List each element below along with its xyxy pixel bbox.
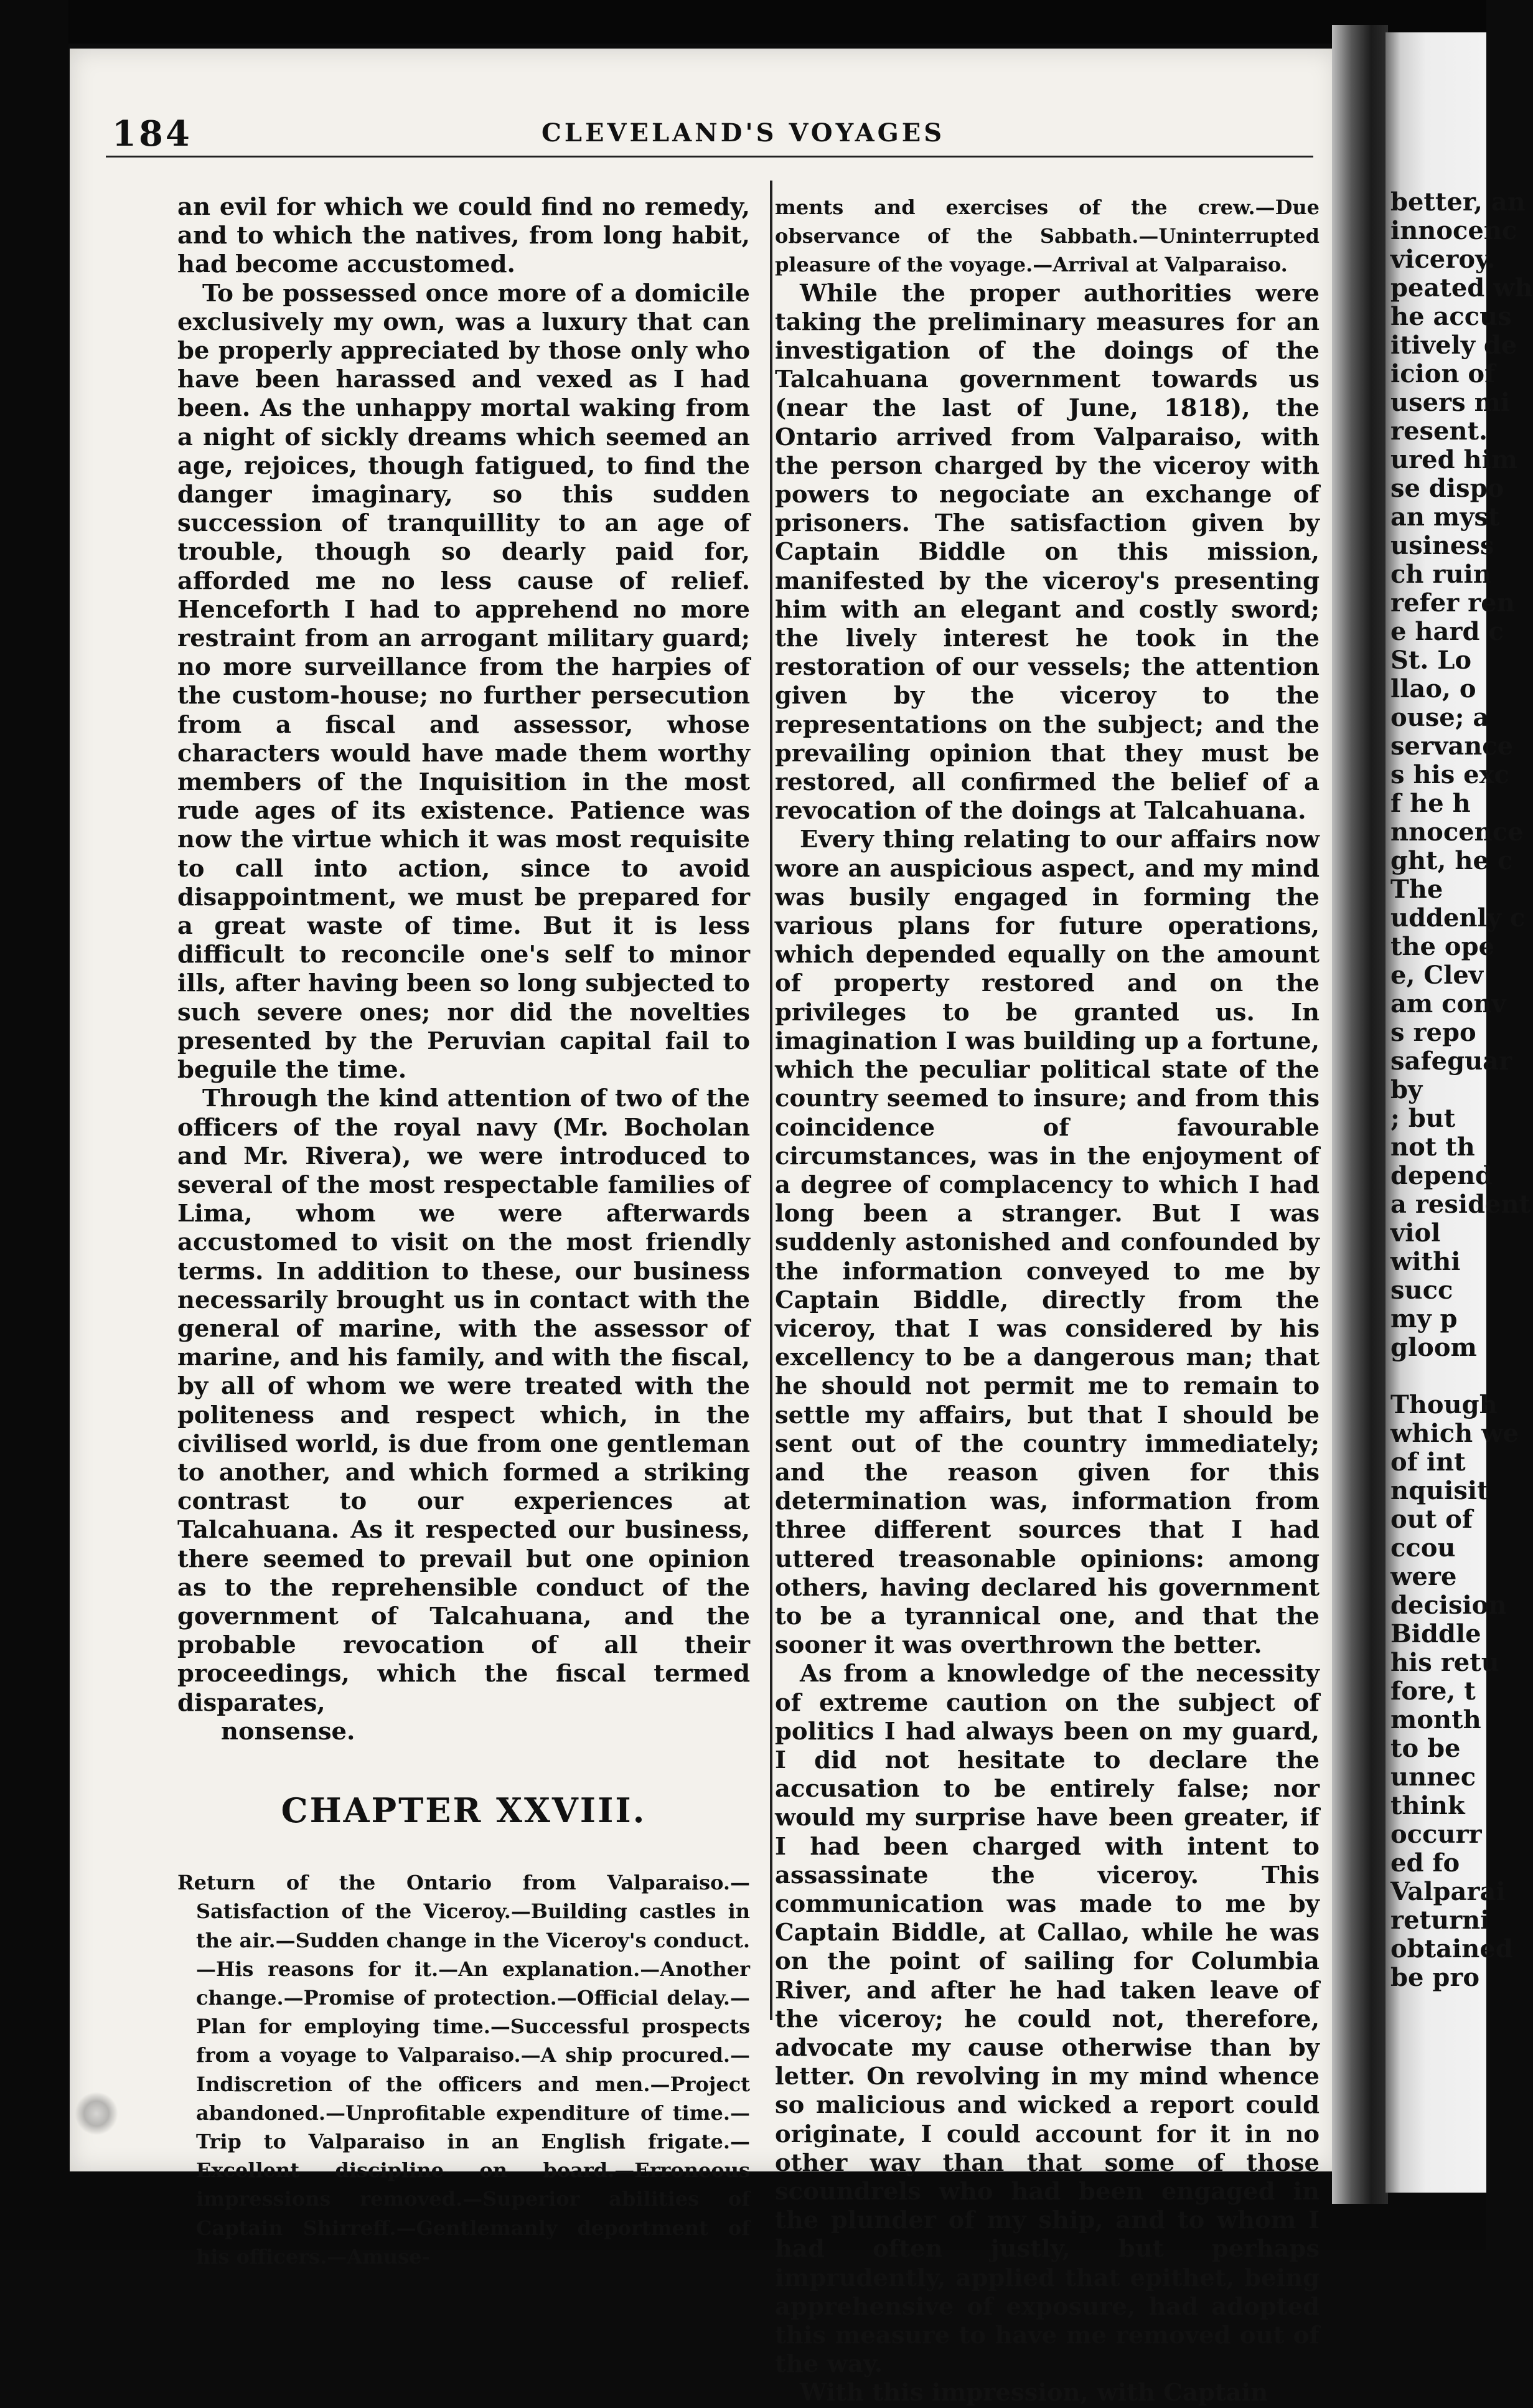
paragraph: With this impression, with Captain <box>800 2379 1268 2407</box>
facing-page-line: innocenc <box>1390 216 1517 245</box>
facing-page-line: think <box>1390 1791 1465 1820</box>
facing-page-line: ght, he c <box>1390 846 1513 875</box>
facing-page-line: not th <box>1390 1132 1475 1162</box>
paragraph: Through the kind attention of two of the officers of the royal navy (Mr. Bocholan and Mr. Rivera), we were introduced to several of the most respectable families of Lima, whom we were afterwards accustomed to visit on the most friendly terms. In addition to these, our business necessarily brought us in contact with the general of marine, with the assessor of marine, and his family, and with the fiscal, by all of whom we were treated with the politeness and respect which, in the civilised world, is due from one gentleman to another, and which formed a striking contrast to our experiences at Talcahuana. As it respected our business, there seemed to prevail but one opinion as to the reprehensible conduct of the government of Talcahuana, and the probable revocation of all their proceedings, which the fiscal termed disparates, <box>177 1084 750 1717</box>
facing-page-line: decision <box>1390 1591 1507 1620</box>
facing-page-line: Valparai <box>1390 1877 1506 1906</box>
facing-page-line: an myst <box>1390 502 1500 532</box>
left-column <box>177 193 750 2271</box>
facing-page-line: withi <box>1390 1247 1461 1276</box>
book-spine-shadow <box>1332 25 1388 2204</box>
facing-page-line: obtained <box>1390 1934 1513 1964</box>
facing-page-line: ccou <box>1390 1533 1456 1563</box>
facing-page-line: viol <box>1390 1218 1441 1248</box>
facing-page-line: he accus <box>1390 302 1512 331</box>
facing-page-line: The <box>1390 875 1443 904</box>
facing-page-line: ; but <box>1390 1104 1456 1133</box>
scan-border-top <box>0 0 1486 44</box>
facing-page-line: servance <box>1390 731 1514 761</box>
facing-page-line: gloom <box>1390 1333 1477 1362</box>
paragraph: As from a knowledge of the necessity of extreme caution on the subject of politics I had always been on my guard, I did not hesitate to declare the accusation to be entirely false; nor would my surprise have been greater, if I had been charged with intent to assassinate the viceroy. This communication was made to me by Captain Biddle, at Callao, while he was on the point of sailing for Columbia River, and after he had taken leave of the viceroy; he could not, therefore, advocate my cause otherwise than by letter. On revolving in my mind whence so malicious and wicked a report could originate, I could account for it in no other way than that some of those scoundrels who had been engaged in the plunder of my ship, and to whom I had often justly, but perhaps imprudently, applied that epithet, being apprehensive of exposure, had adopted this measure to have me removed out of the way. <box>775 1660 1320 2379</box>
facing-page-line: uddenly c <box>1390 903 1526 933</box>
facing-page-line: itively de <box>1390 331 1517 360</box>
facing-page-line: viceroy. <box>1390 245 1496 274</box>
paragraph: Every thing relating to our affairs now wore an auspicious aspect, and my mind was busily engaged in forming the various plans for future operations, which depended equally on the amount of property restored and on the privileges to be granted us. In imagination I was building up a fortune, which the peculiar political state of the country seemed to insure; and from this coincidence of favourable circumstances, was in the enjoyment of a degree of complacency to which I had long been a stranger. But I was suddenly astonished and confounded by the information conveyed to me by Captain Biddle, directly from the viceroy, that I was considered by his excellency to be a dangerous man; that he should not permit me to remain to settle my affairs, but that I should be sent out of the country immediately; and the reason given for this determination was, information from three different sources that I had uttered treasonable opinions: among others, having declared his government to be a tyrannical one, and that the sooner it was overthrown the better. <box>775 825 1320 1660</box>
facing-page-lines <box>1385 187 1533 1992</box>
facing-page-line: am conv <box>1390 989 1506 1018</box>
facing-page-line: by <box>1390 1075 1423 1104</box>
facing-page-line: resent. <box>1390 416 1488 446</box>
facing-page-line: ch ruin <box>1390 560 1491 589</box>
facing-page-line: f he h <box>1390 789 1471 818</box>
facing-page-line: nnocence <box>1390 817 1524 847</box>
facing-page-line: were <box>1390 1562 1457 1591</box>
facing-page-line: which we <box>1390 1419 1519 1448</box>
scan-border-left <box>0 0 68 2250</box>
facing-page-line: occurr <box>1390 1820 1482 1849</box>
facing-page-line: of int <box>1390 1447 1466 1477</box>
facing-page-line <box>1385 1362 1486 1391</box>
facing-page-line: to be <box>1390 1734 1461 1763</box>
facing-page-line: month <box>1390 1705 1481 1734</box>
facing-page-line: unnec <box>1390 1762 1476 1792</box>
facing-page-line: safeguar <box>1390 1046 1512 1076</box>
facing-page-line: be pro <box>1390 1963 1480 1992</box>
facing-page-line: a resident <box>1390 1190 1531 1219</box>
facing-page-line: better, an <box>1390 187 1526 217</box>
facing-page-fragment <box>1385 32 1533 2193</box>
header-rule <box>106 156 1313 158</box>
facing-page-line: returni <box>1390 1906 1490 1935</box>
facing-page-line: fore, t <box>1390 1677 1476 1706</box>
facing-page-line: his retu <box>1390 1648 1499 1677</box>
page-number: 184 <box>112 113 192 154</box>
facing-page-line: Biddle <box>1390 1619 1481 1648</box>
facing-page-line: St. Lo <box>1390 646 1472 675</box>
facing-page-line: e, Clev <box>1390 961 1484 990</box>
facing-page-line: icion of <box>1390 359 1496 388</box>
facing-page-line: nquisit <box>1390 1476 1489 1505</box>
facing-page-line: s his exc <box>1390 760 1509 789</box>
facing-page-line: users mi <box>1390 388 1511 417</box>
paragraph: an evil for which we could find no remedy, and to which the natives, from long habit, had become accustomed. <box>177 193 750 279</box>
column-divider <box>770 181 772 2020</box>
facing-page-line: s repo <box>1390 1018 1476 1047</box>
facing-page-line: depend <box>1390 1161 1493 1190</box>
facing-page-line: out of <box>1390 1505 1473 1534</box>
facing-page-line: ouse; a <box>1390 703 1489 732</box>
chapter-contents: Return of the Ontario from Valparaiso.—Satisfaction of the Viceroy.—Building castles in the air.—Sudden change in the Viceroy's conduct.—His reasons for it.—An explanation.—Another change.—Promise of protection.—Official delay.—Plan for employing time.—Successful prospects from a voyage to Valparaiso.—A ship procured.—Indiscretion of the officers and men.—Project abandoned.—Unprofitable expenditure of time.—Trip to Valparaiso in an English frigate.—Excellent discipline on board.—Erroneous impressions removed.—Superior abilities of Captain Shirreff.—Gentlemanly deportment of his officers.—Amuse- <box>177 1871 750 2269</box>
paragraph: While the proper authorities were taking the preliminary measures for an investigation of the doings of the Talcahuana government towards us (near the last of June, 1818), the Ontario arrived from Valparaiso, with the person charged by the viceroy with powers to negociate an exchange of prisoners. The satisfaction given by Captain Biddle on this mission, manifested by the viceroy's presenting him with an elegant and costly sword; the lively interest he took in the restoration of our vessels; the attention given by the viceroy to the representations on the subject; and the prevailing opinion that they must be restored, all confirmed the belief of a revocation of the doings at Talcahuana. <box>775 279 1320 825</box>
facing-page-line: refer ren <box>1390 588 1515 618</box>
facing-page-line: ed fo <box>1390 1848 1460 1878</box>
running-head: CLEVELAND'S VOYAGES <box>541 118 945 148</box>
facing-page-line: se dispo <box>1390 474 1504 503</box>
chapter-title: CHAPTER XXVIII. <box>281 1790 647 1830</box>
facing-page-line: peated wh <box>1390 273 1533 303</box>
facing-page-line: the ope <box>1390 932 1495 961</box>
ink-smudge <box>75 2092 118 2135</box>
facing-page-line: e hard c <box>1390 617 1504 646</box>
facing-page-line: llao, o <box>1390 674 1476 703</box>
facing-page-line: succ <box>1390 1276 1453 1305</box>
facing-page-line: usiness <box>1390 531 1494 560</box>
right-column <box>775 193 1320 2408</box>
facing-page-line: ured him <box>1390 445 1518 474</box>
chapter-contents-continued: ments and exercises of the crew.—Due observance of the Sabbath.—Uninterrupted pleasure of the voyage.—Arrival at Valparaiso. <box>775 195 1320 277</box>
paragraph: To be possessed once more of a domicile exclusively my own, was a luxury that can be properly appreciated by those only who have been harassed and vexed as I had been. As the unhappy mortal waking from a night of sickly dreams which seemed an age, rejoices, though fatigued, to find the danger imaginary, so this sudden succession of tranquillity to an age of trouble, though so dearly paid for, afforded me no less cause of relief. Henceforth I had to apprehend no more restraint from an arrogant military guard; no more surveillance from the harpies of the custom-house; no further persecution from a fiscal and assessor, whose characters would have made them worthy members of the Inquisition in the most rude ages of its existence. Patience was now the virtue which it was most requisite to call into action, since to avoid disappointment, we must be prepared for a great waste of time. But it is less difficult to reconcile one's self to minor ills, after having been so long subjected to such severe ones; nor did the novelties presented by the Peruvian capital fail to beguile the time. <box>177 279 750 1084</box>
facing-page-line: Though <box>1390 1390 1498 1419</box>
facing-page-line: my p <box>1390 1304 1458 1333</box>
paragraph-tail: nonsense. <box>221 1717 355 1746</box>
